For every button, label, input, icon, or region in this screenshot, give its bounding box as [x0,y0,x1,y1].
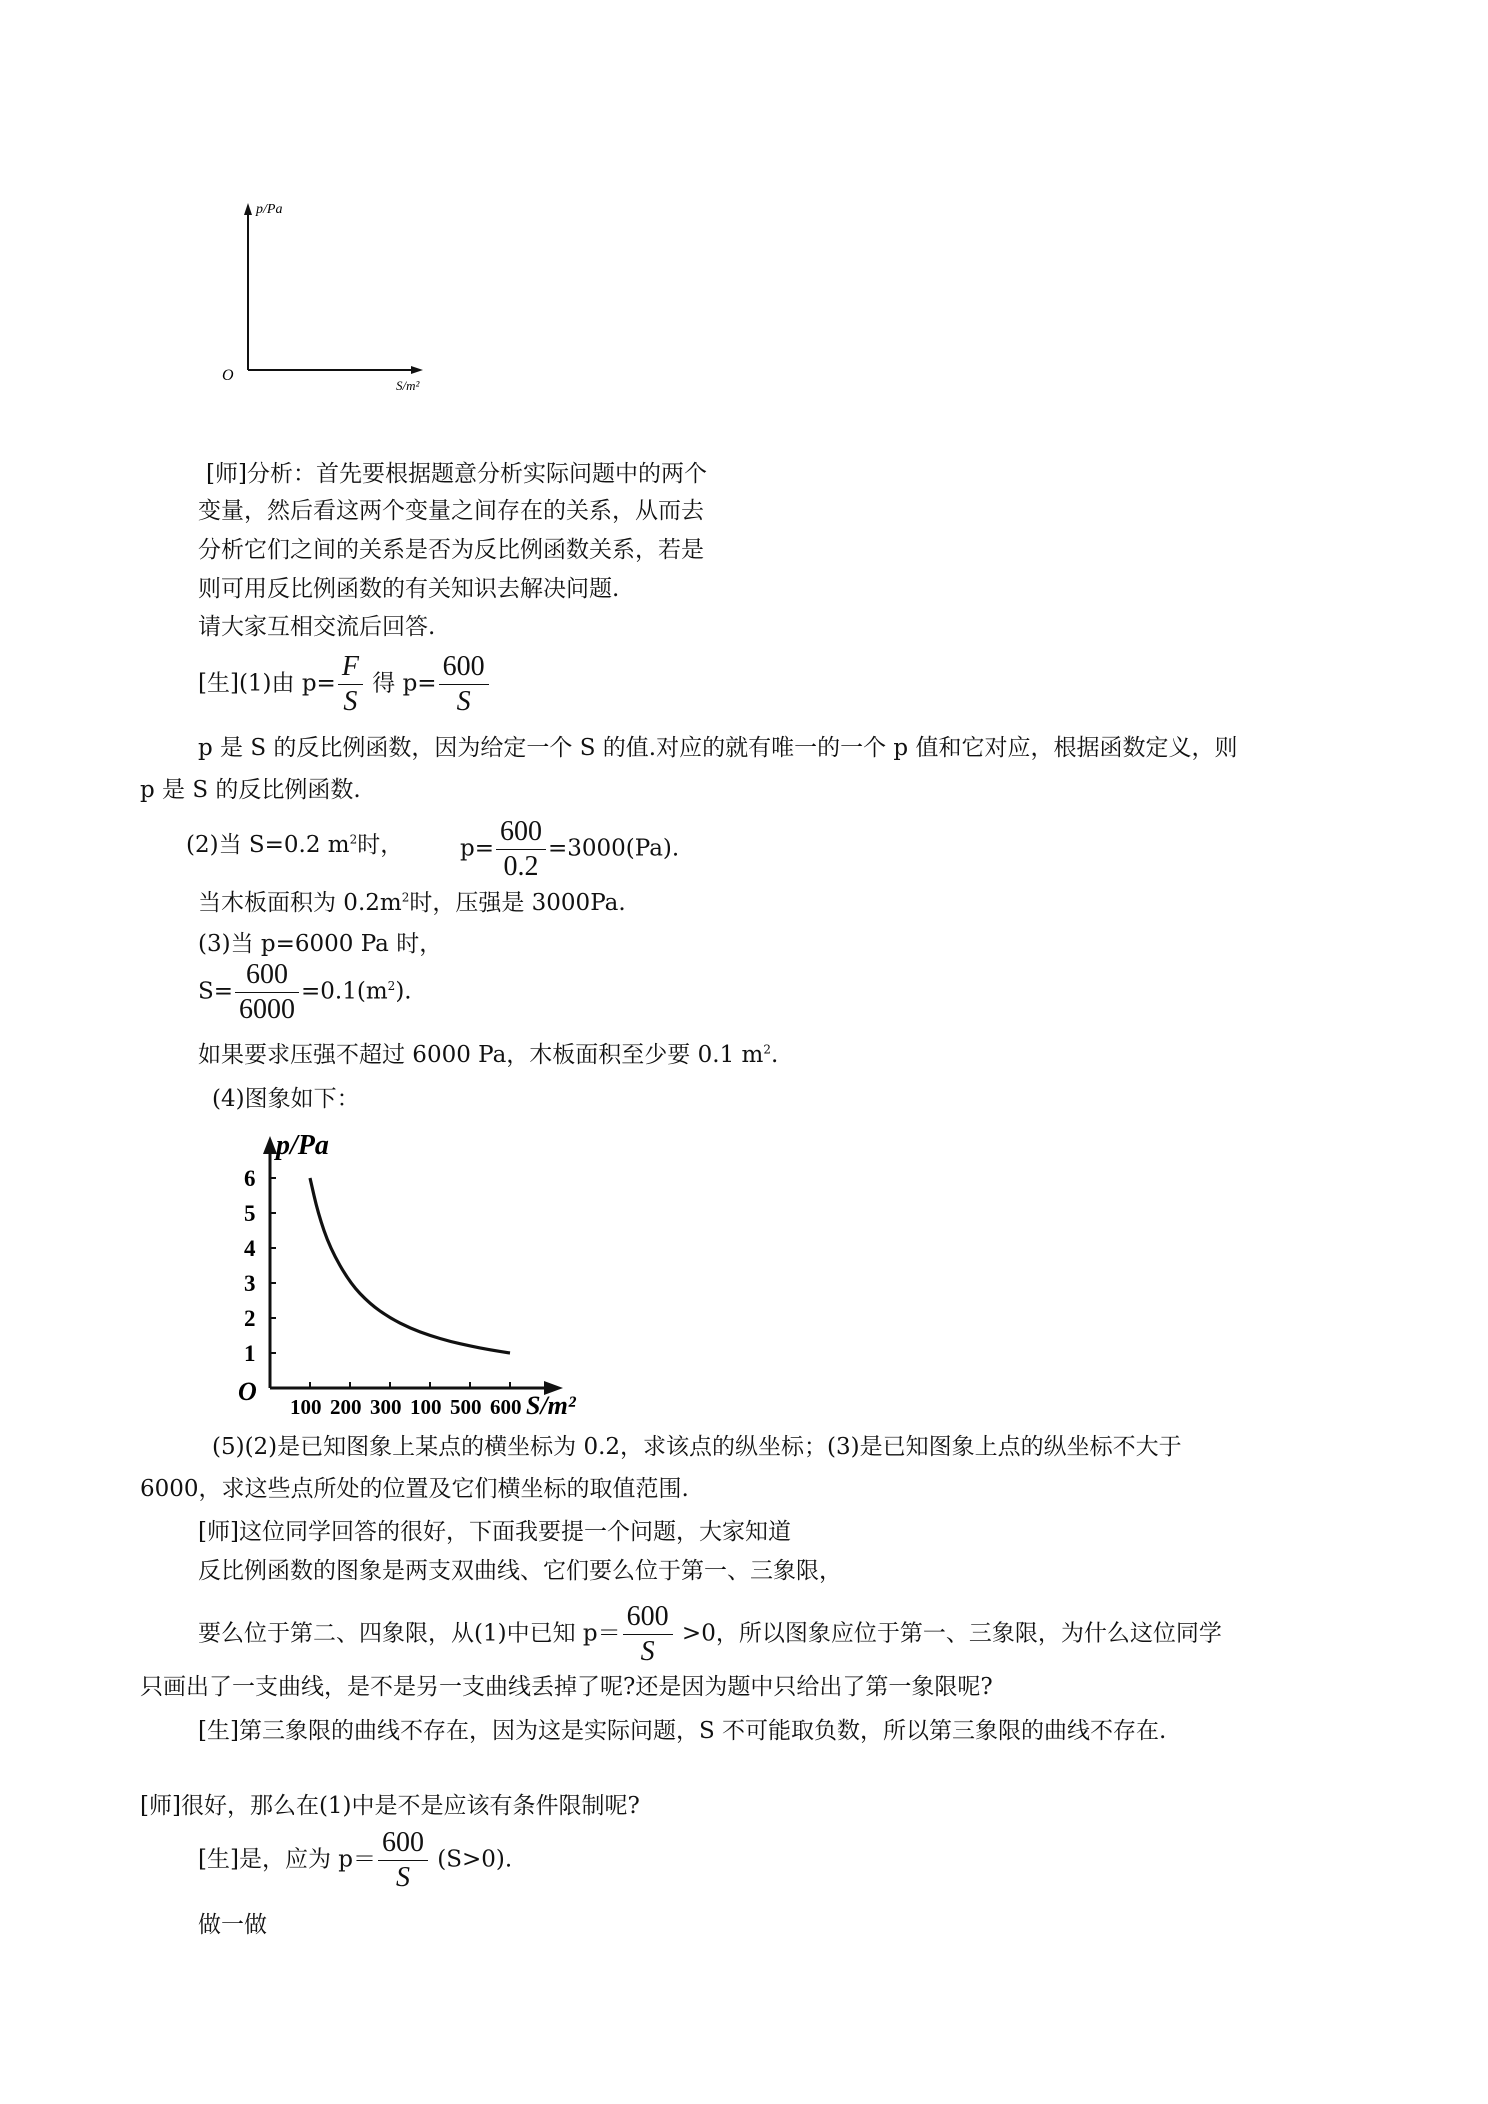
part-5-line-1: (5)(2)是已知图象上某点的横坐标为 0.2，求该点的纵坐标；(3)是已知图象上点的纵坐标不大于 [212,1434,1182,1460]
fraction-denominator: S [623,1634,673,1669]
part-3-result-a: 如果要求压强不超过 6000 Pa，木板面积至少要 0.1 m [198,1042,764,1068]
y-axis-arrow [244,203,252,215]
part-2-eq-suffix: =3000(Pa). [548,835,680,862]
fraction-600-over-s [623,1600,673,1669]
y-tick-label: 3 [244,1271,256,1296]
y-tick-label: 2 [244,1306,256,1331]
inverse-proportion-chart [220,1120,600,1430]
teacher-question-line-2: 反比例函数的图象是两支双曲线、它们要么位于第一、三象限， [198,1558,842,1584]
teacher-analysis-line-3: 分析它们之间的关系是否为反比例函数关系，若是 [198,537,704,563]
student-answer-1 [198,650,491,719]
student-answer-1-prefix: [生](1)由 p= [198,670,336,697]
y-tick-label: 5 [244,1201,256,1226]
fraction-600-over-s [439,650,489,719]
data-curve [310,1178,510,1353]
fraction-numerator: 600 [381,1827,424,1858]
student-explain-line-1: p 是 S 的反比例函数，因为给定一个 S 的值.对应的就有唯一的一个 p 值和它对应，根据函数定义，则 [198,735,1238,761]
fraction-f-over-s [338,650,363,719]
part-2-question [186,830,403,860]
fraction-denominator: S [439,684,489,719]
part-5-line-2: 6000，求这些点所处的位置及它们横坐标的取值范围. [140,1476,689,1502]
x-axis-label: S/m² [396,378,420,393]
student-explain-line-2: p 是 S 的反比例函数. [140,777,361,803]
fraction-600-over-6000 [235,958,299,1027]
x-tick-label: 600 [490,1395,522,1419]
x-axis-arrow [411,366,423,374]
part-3-eq-sup: 2 [387,978,396,993]
do-it-heading: 做一做 [198,1912,267,1938]
empty-axes-figure [210,195,460,395]
fraction-numerator: 600 [442,651,485,682]
origin-label: O [222,367,234,384]
part-3-result-sup: 2 [763,1042,771,1057]
part-2-result-b: 时，压强是 3000Pa. [409,890,626,916]
fraction-denominator: 0.2 [496,849,546,884]
part-2-suffix: 时， [357,832,404,858]
x-axis-label: S/m² [526,1391,576,1420]
fraction-denominator: 6000 [235,992,299,1027]
part-2-equation [460,815,679,884]
part-3-eq-prefix: S= [198,978,234,1005]
fraction-numerator: 600 [500,816,542,847]
teacher-analysis-line-4: 则可用反比例函数的有关知识去解决问题. [198,576,620,602]
y-axis-label: p/Pa [256,202,283,217]
teacher-question-line-4: 只画出了一支曲线，是不是另一支曲线丢掉了呢?还是因为题中只给出了第一象限呢? [140,1674,993,1700]
y-tick-label: 1 [244,1341,256,1366]
teacher-analysis-line-1: [师]分析：首先要根据题意分析实际问题中的两个 [206,461,707,487]
fraction-numerator: 600 [626,1601,669,1632]
teacher-question-line-1: [师]这位同学回答的很好，下面我要提一个问题，大家知道 [198,1519,791,1545]
y-tick-label: 4 [244,1236,256,1261]
part-3-question: (3)当 p=6000 Pa 时， [198,931,443,957]
teacher-question-line-3-b: >0，所以图象应位于第一、三象限，为什么这位同学 [674,1620,1222,1647]
part-2-result-a: 当木板面积为 0.2m [198,890,402,916]
part-3-result-b: . [770,1042,779,1068]
part-3-equation [198,958,412,1027]
student-condition-prefix: [生]是，应为 p＝ [198,1846,376,1873]
fraction-denominator: S [338,684,363,719]
part-3-eq-suffix-a: =0.1(m [301,978,388,1005]
teacher-question-line-3-a: 要么位于第二、四象限，从(1)中已知 p＝ [198,1620,621,1647]
fraction-600-over-s [378,1826,428,1895]
fraction-denominator: S [378,1860,428,1895]
part-2-result [198,888,626,918]
part-3-result [198,1040,778,1070]
fraction-numerator: 600 [246,959,289,990]
origin-label: O [238,1377,257,1406]
y-axis-label: p/Pa [276,1130,329,1161]
x-tick-label: 200 [330,1395,362,1419]
part-4-label: (4)图象如下： [212,1086,360,1112]
student-condition-suffix: (S>0). [429,1846,513,1873]
x-tick-label: 300 [370,1395,402,1419]
x-tick-label: 100 [290,1395,322,1419]
part-2-result-sup: 2 [401,890,410,905]
part-3-eq-suffix-b: ). [395,978,412,1005]
student-answer-quadrant: [生]第三象限的曲线不存在，因为这是实际问题，S 不可能取负数，所以第三象限的曲线不存在. [198,1718,1167,1744]
teacher-question-line-3 [198,1600,1222,1669]
teacher-analysis-line-2: 变量，然后看这两个变量之间存在的关系，从而去 [198,498,704,524]
part-2-sup: 2 [349,832,358,847]
part-2-eq-prefix: p= [460,835,494,862]
fraction-600-over-0-2 [496,815,546,884]
x-tick-label: 500 [450,1395,482,1419]
part-2-prefix: (2)当 S=0.2 m [186,832,350,858]
fraction-numerator: F [341,651,359,682]
x-tick-label: 100 [410,1395,442,1419]
student-answer-1-mid: 得 p= [364,670,437,697]
teacher-followup: [师]很好，那么在(1)中是不是应该有条件限制呢? [140,1793,640,1819]
teacher-analysis-line-5: 请大家互相交流后回答. [198,614,436,640]
student-answer-condition [198,1826,512,1895]
y-tick-label: 6 [244,1166,256,1191]
y-axis-arrow [263,1136,277,1154]
